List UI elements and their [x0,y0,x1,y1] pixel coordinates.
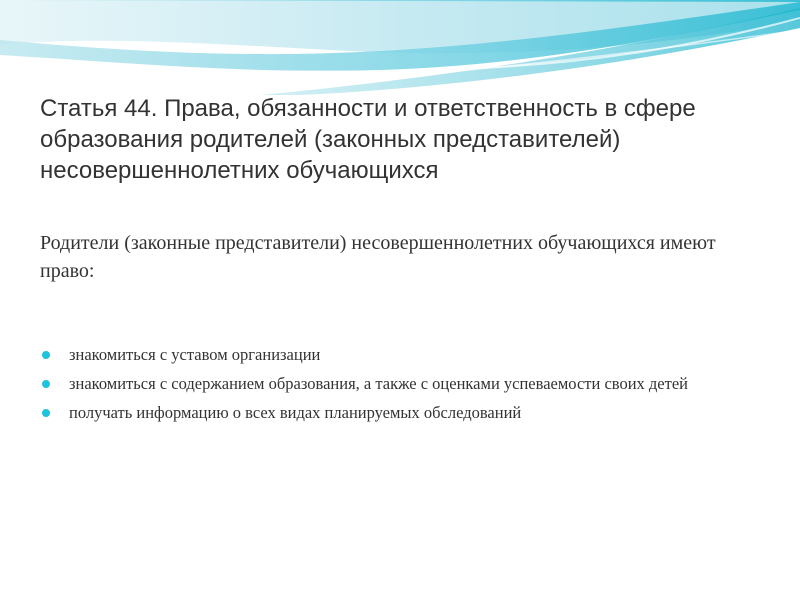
slide-title: Статья 44. Права, обязанности и ответственность в сфере образования родителей (законных представителей) несовершеннолетних обучающихся [40,95,696,184]
list-item [40,402,760,424]
bullet-list [40,344,760,431]
list-item [40,344,760,366]
bullet-icon [42,351,50,359]
bullet-icon [42,380,50,388]
lead-paragraph: Родители (законные представители) несовершеннолетних обучающихся имеют право: [40,232,716,282]
list-item-text: знакомиться с уставом организации [69,345,321,364]
list-item [40,373,760,395]
bullet-icon [42,409,50,417]
list-item-text: получать информацию о всех видах планируемых обследований [69,403,522,422]
list-item-text: знакомиться с содержанием образования, а также с оценками успеваемости своих детей [69,374,688,393]
header-wave-decoration [0,0,800,95]
